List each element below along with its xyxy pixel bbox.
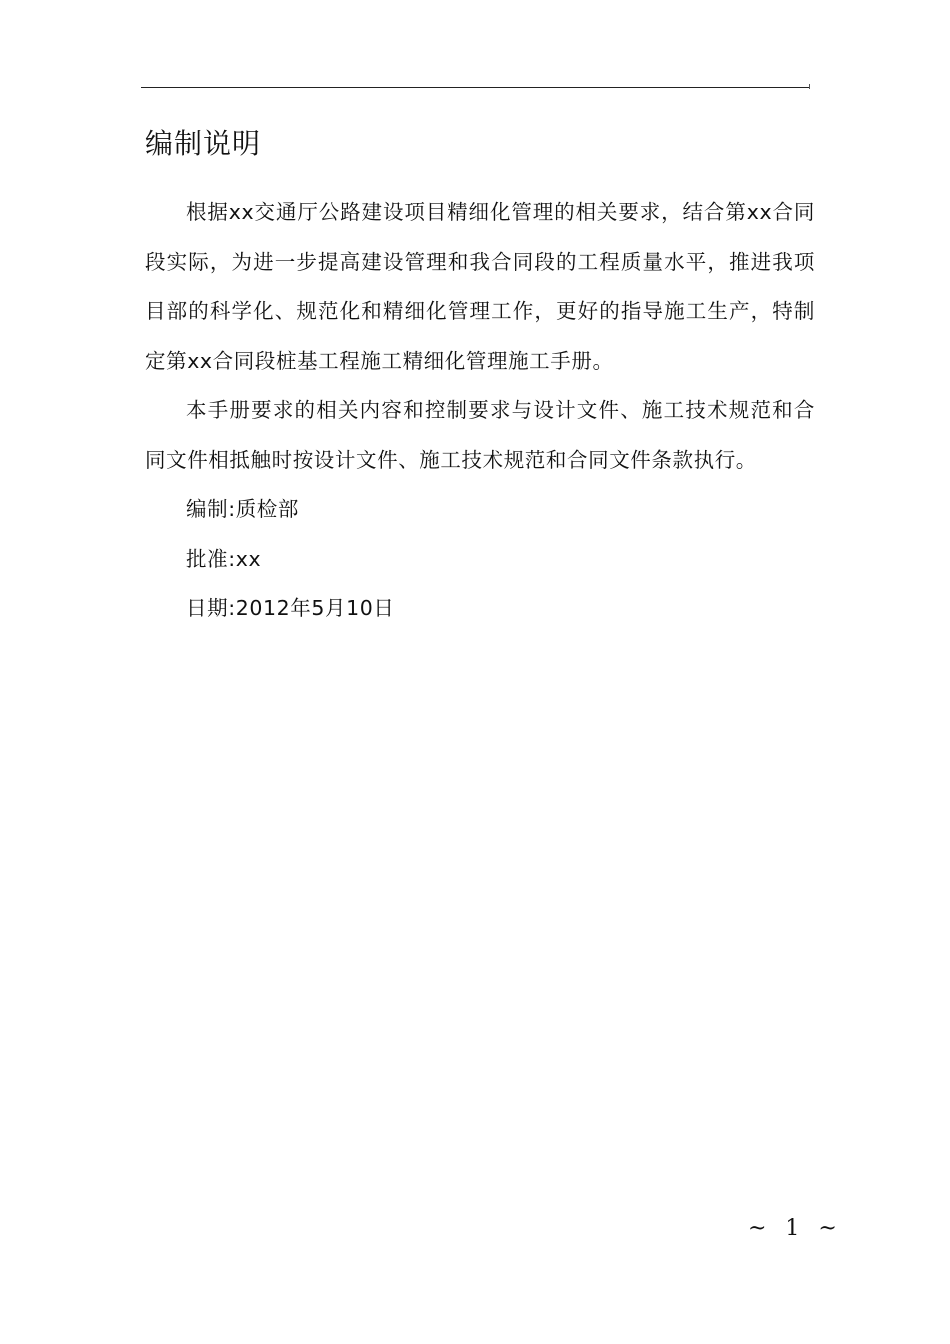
approved-by-line: 批准:xx xyxy=(186,546,262,571)
header-rule-tick xyxy=(809,84,810,89)
date-line: 日期:2012年5月10日 xyxy=(186,596,395,620)
page-number: ~ 1 ~ xyxy=(748,1216,837,1241)
page-title: 编制说明 xyxy=(145,127,262,160)
document-body xyxy=(145,188,815,634)
header-rule xyxy=(141,87,810,88)
body-paragraph-2: 本手册要求的相关内容和控制要求与设计文件、施工技术规范和合同文件相抵触时按设计文件、施工技术规范和合同文件条款执行。 xyxy=(145,398,815,472)
body-paragraph-1: 根据xx交通厅公路建设项目精细化管理的相关要求，结合第xx合同段实际，为进一步提高建设管理和我合同段的工程质量水平，推进我项目部的科学化、规范化和精细化管理工作，更好的指导施工生产，特制定第xx合同段桩基工程施工精细化管理施工手册。 xyxy=(145,200,815,373)
compiled-by-line: 编制:质检部 xyxy=(186,497,300,521)
